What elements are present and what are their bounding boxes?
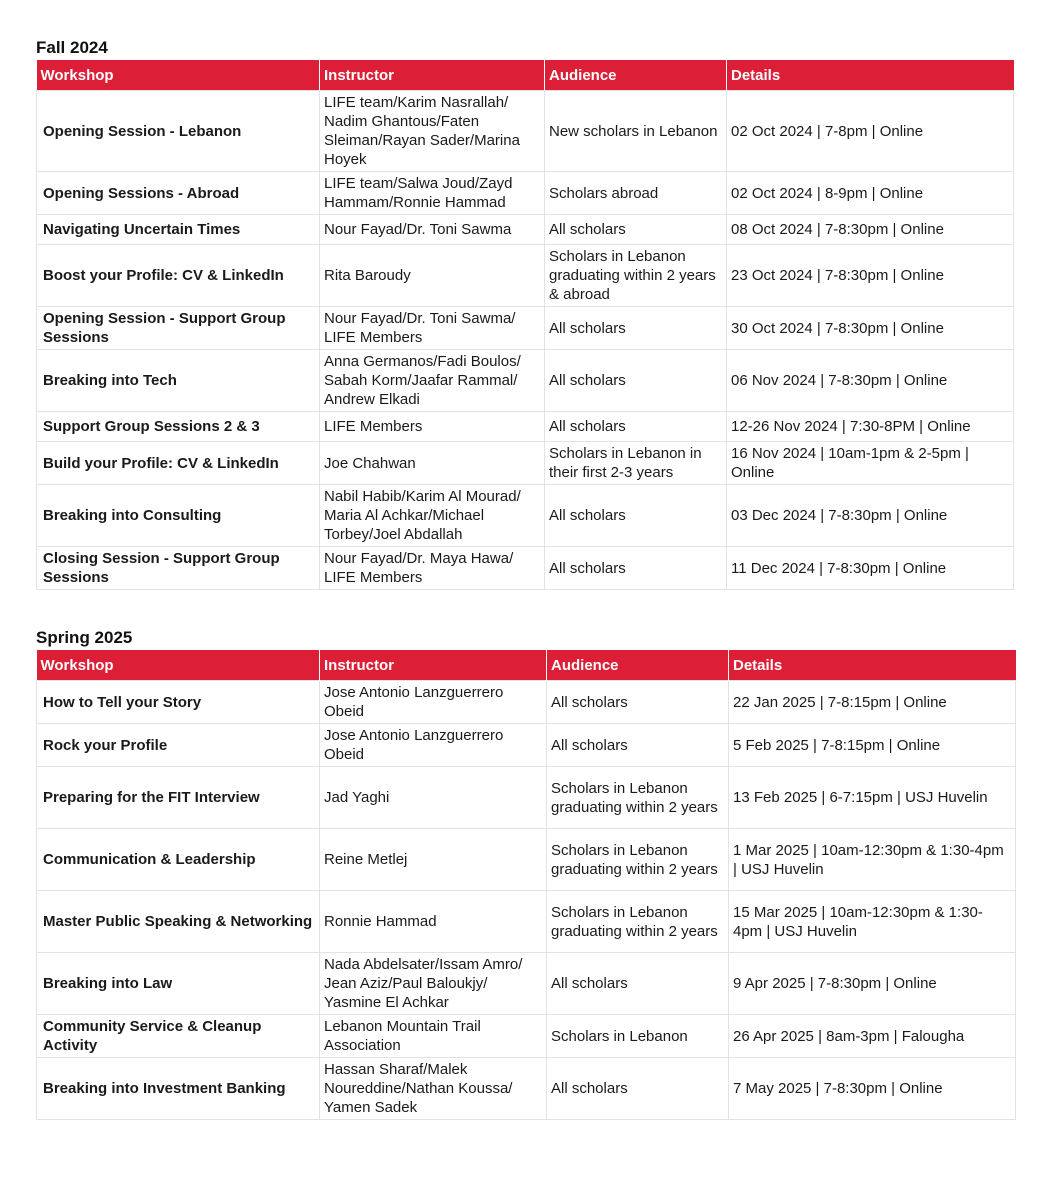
details-cell: 02 Oct 2024 | 7-8pm | Online (727, 91, 1014, 172)
instructor-cell: Nour Fayad/Dr. Toni Sawma/ LIFE Members (320, 307, 545, 350)
audience-cell: Scholars in Lebanon graduating within 2 years (547, 767, 729, 829)
workshop-cell: Support Group Sessions 2 & 3 (37, 412, 320, 442)
header-details: Details (727, 60, 1014, 91)
details-cell: 08 Oct 2024 | 7-8:30pm | Online (727, 215, 1014, 245)
fall-2024-section (36, 36, 1014, 590)
audience-cell: New scholars in Lebanon (545, 91, 727, 172)
table-row (37, 412, 1014, 442)
workshop-cell: Community Service & Cleanup Activity (37, 1015, 320, 1058)
workshop-cell: Breaking into Tech (37, 350, 320, 412)
table-row (37, 681, 1016, 724)
instructor-cell: Ronnie Hammad (320, 891, 547, 953)
audience-cell: Scholars abroad (545, 172, 727, 215)
audience-cell: All scholars (545, 485, 727, 547)
workshop-cell: Opening Session - Support Group Sessions (37, 307, 320, 350)
audience-cell: All scholars (545, 307, 727, 350)
instructor-cell: Anna Germanos/Fadi Boulos/ Sabah Korm/Jaafar Rammal/ Andrew Elkadi (320, 350, 545, 412)
section-title: Fall 2024 (36, 38, 108, 57)
audience-cell: All scholars (547, 953, 729, 1015)
audience-cell: Scholars in Lebanon in their first 2-3 years (545, 442, 727, 485)
table-row (37, 307, 1014, 350)
table-row (37, 172, 1014, 215)
table-row (37, 724, 1016, 767)
workshop-cell: Boost your Profile: CV & LinkedIn (37, 245, 320, 307)
details-cell: 5 Feb 2025 | 7-8:15pm | Online (729, 724, 1016, 767)
workshop-cell: Breaking into Investment Banking (37, 1058, 320, 1120)
header-audience: Audience (545, 60, 727, 91)
header-details: Details (729, 650, 1016, 681)
workshop-cell: Opening Sessions - Abroad (37, 172, 320, 215)
details-cell: 06 Nov 2024 | 7-8:30pm | Online (727, 350, 1014, 412)
details-cell: 12-26 Nov 2024 | 7:30-8PM | Online (727, 412, 1014, 442)
table-row (37, 953, 1016, 1015)
audience-cell: Scholars in Lebanon (547, 1015, 729, 1058)
details-cell: 13 Feb 2025 | 6-7:15pm | USJ Huvelin (729, 767, 1016, 829)
table-row (37, 1058, 1016, 1120)
details-cell: 11 Dec 2024 | 7-8:30pm | Online (727, 547, 1014, 590)
workshop-cell: Preparing for the FIT Interview (37, 767, 320, 829)
instructor-cell: LIFE team/Salwa Joud/Zayd Hammam/Ronnie Hammad (320, 172, 545, 215)
workshop-cell: Navigating Uncertain Times (37, 215, 320, 245)
instructor-cell: LIFE team/Karim Nasrallah/ Nadim Ghantous/Faten Sleiman/Rayan Sader/Marina Hoyek (320, 91, 545, 172)
details-cell: 02 Oct 2024 | 8-9pm | Online (727, 172, 1014, 215)
table-row (37, 891, 1016, 953)
instructor-cell: Jose Antonio Lanzguerrero Obeid (320, 724, 547, 767)
audience-cell: All scholars (545, 350, 727, 412)
audience-cell: All scholars (547, 724, 729, 767)
table-header-row (37, 60, 1014, 91)
instructor-cell: Lebanon Mountain Trail Association (320, 1015, 547, 1058)
fall-2024-table (36, 60, 1014, 590)
header-audience: Audience (547, 650, 729, 681)
audience-cell: Scholars in Lebanon graduating within 2 years (547, 891, 729, 953)
table-row (37, 91, 1014, 172)
details-cell: 7 May 2025 | 7-8:30pm | Online (729, 1058, 1016, 1120)
workshop-cell: Rock your Profile (37, 724, 320, 767)
spring-2025-table (36, 650, 1016, 1120)
instructor-cell: Reine Metlej (320, 829, 547, 891)
instructor-cell: Hassan Sharaf/Malek Noureddine/Nathan Koussa/ Yamen Sadek (320, 1058, 547, 1120)
audience-cell: All scholars (547, 1058, 729, 1120)
header-instructor: Instructor (320, 650, 547, 681)
details-cell: 9 Apr 2025 | 7-8:30pm | Online (729, 953, 1016, 1015)
audience-cell: All scholars (545, 215, 727, 245)
table-row (37, 350, 1014, 412)
details-cell: 03 Dec 2024 | 7-8:30pm | Online (727, 485, 1014, 547)
audience-cell: All scholars (545, 547, 727, 590)
workshop-cell: Opening Session - Lebanon (37, 91, 320, 172)
table-row (37, 547, 1014, 590)
workshop-cell: Breaking into Law (37, 953, 320, 1015)
spring-2025-section (36, 626, 1016, 1120)
workshop-cell: Build your Profile: CV & LinkedIn (37, 442, 320, 485)
header-workshop: Workshop (37, 650, 320, 681)
audience-cell: Scholars in Lebanon graduating within 2 years & abroad (545, 245, 727, 307)
table-row (37, 767, 1016, 829)
instructor-cell: Nour Fayad/Dr. Maya Hawa/ LIFE Members (320, 547, 545, 590)
header-instructor: Instructor (320, 60, 545, 91)
instructor-cell: Nour Fayad/Dr. Toni Sawma (320, 215, 545, 245)
details-cell: 23 Oct 2024 | 7-8:30pm | Online (727, 245, 1014, 307)
instructor-cell: Rita Baroudy (320, 245, 545, 307)
section-title: Spring 2025 (36, 628, 133, 647)
instructor-cell: Nada Abdelsater/Issam Amro/ Jean Aziz/Paul Baloukjy/ Yasmine El Achkar (320, 953, 547, 1015)
table-row (37, 829, 1016, 891)
table-row (37, 442, 1014, 485)
details-cell: 15 Mar 2025 | 10am-12:30pm & 1:30-4pm | USJ Huvelin (729, 891, 1016, 953)
audience-cell: Scholars in Lebanon graduating within 2 years (547, 829, 729, 891)
table-header-row (37, 650, 1016, 681)
workshop-cell: Communication & Leadership (37, 829, 320, 891)
workshop-cell: How to Tell your Story (37, 681, 320, 724)
instructor-cell: LIFE Members (320, 412, 545, 442)
header-workshop: Workshop (37, 60, 320, 91)
workshop-cell: Breaking into Consulting (37, 485, 320, 547)
audience-cell: All scholars (547, 681, 729, 724)
table-row (37, 485, 1014, 547)
table-row (37, 245, 1014, 307)
instructor-cell: Jose Antonio Lanzguerrero Obeid (320, 681, 547, 724)
instructor-cell: Jad Yaghi (320, 767, 547, 829)
details-cell: 22 Jan 2025 | 7-8:15pm | Online (729, 681, 1016, 724)
table-row (37, 1015, 1016, 1058)
workshop-cell: Master Public Speaking & Networking (37, 891, 320, 953)
instructor-cell: Joe Chahwan (320, 442, 545, 485)
details-cell: 16 Nov 2024 | 10am-1pm & 2-5pm | Online (727, 442, 1014, 485)
audience-cell: All scholars (545, 412, 727, 442)
details-cell: 1 Mar 2025 | 10am-12:30pm & 1:30-4pm | USJ Huvelin (729, 829, 1016, 891)
table-row (37, 215, 1014, 245)
details-cell: 26 Apr 2025 | 8am-3pm | Falougha (729, 1015, 1016, 1058)
details-cell: 30 Oct 2024 | 7-8:30pm | Online (727, 307, 1014, 350)
instructor-cell: Nabil Habib/Karim Al Mourad/ Maria Al Achkar/Michael Torbey/Joel Abdallah (320, 485, 545, 547)
workshop-cell: Closing Session - Support Group Sessions (37, 547, 320, 590)
